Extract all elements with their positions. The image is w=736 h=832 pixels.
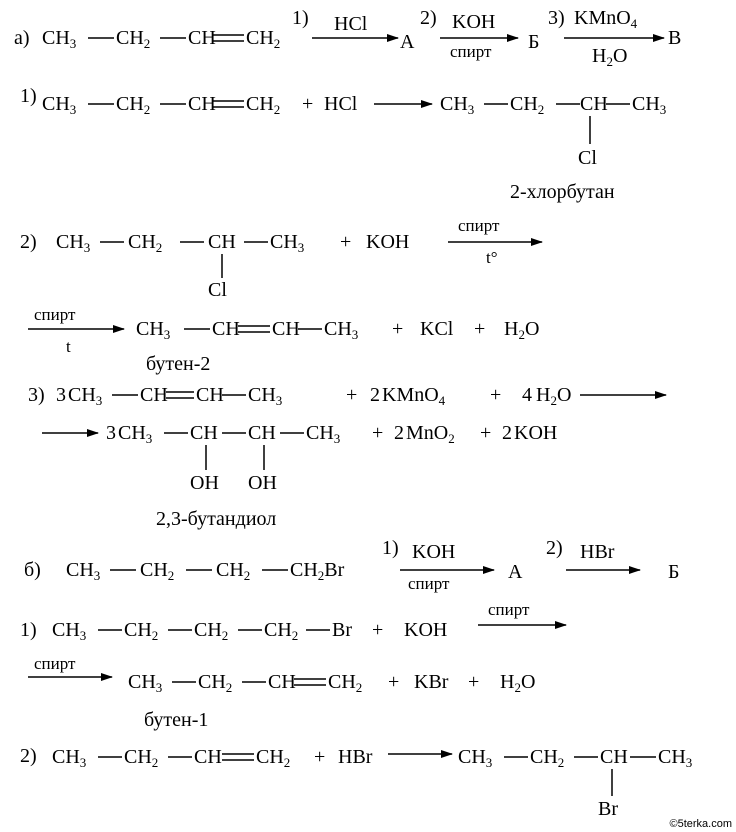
formula-ch3: $CH_3$ — [42, 27, 77, 51]
formula-ch2: $CH_2$ — [198, 671, 233, 695]
substituent-oh: OH — [190, 472, 219, 494]
reagent-koh: KOH — [412, 541, 456, 563]
plus-sign: + — [468, 671, 480, 693]
product-a: А — [508, 561, 523, 583]
formula-ch: CH — [580, 93, 608, 115]
formula-ch: CH — [188, 27, 216, 49]
formula-ch2: $CH_2$ — [140, 559, 175, 583]
substituent-cl: Cl — [578, 147, 597, 169]
step-number: 1) — [382, 537, 399, 559]
formula-ch3: $CH_3$ — [42, 93, 77, 117]
substituent-br: Br — [598, 798, 618, 820]
byproduct-kbr: KBr — [414, 671, 449, 693]
product-v: В — [668, 27, 682, 49]
step-number: 2) — [420, 7, 437, 29]
formula-ch2: $CH_2$ — [116, 93, 151, 117]
byproduct-water: $H_2O$ — [500, 671, 536, 695]
formula-ch3: $CH_3$ — [440, 93, 475, 117]
formula-ch2: $CH_2$ — [128, 231, 163, 255]
formula-ch: CH — [600, 746, 628, 768]
reagent-kmno4: KMnO$_4$ — [382, 384, 446, 408]
equation-number: 3) — [28, 384, 45, 406]
formula-ch: CH — [188, 93, 216, 115]
condition-temperature: t — [66, 337, 71, 356]
compound-name: 2,3-бутандиол — [156, 508, 277, 530]
formula-ch2: $CH_2$ — [328, 671, 363, 695]
compound-name: бутен-2 — [146, 353, 211, 375]
byproduct-kcl: KCl — [420, 318, 454, 340]
condition-alcohol: спирт — [34, 654, 76, 673]
formula-ch2: $CH_2$ — [530, 746, 565, 770]
formula-ch2: $CH_2$ — [264, 619, 299, 643]
condition-alcohol: спирт — [450, 42, 492, 61]
coefficient: 3 — [106, 422, 116, 444]
substituent-br: Br — [332, 619, 352, 641]
formula-ch2: $CH_2$ — [116, 27, 151, 51]
formula-ch3: $CH_3$ — [56, 231, 91, 255]
formula-ch: CH — [272, 318, 300, 340]
formula-ch: CH — [194, 746, 222, 768]
formula-ch: CH — [196, 384, 224, 406]
plus-sign: + — [314, 746, 326, 768]
plus-sign: + — [372, 422, 384, 444]
substituent-cl: Cl — [208, 279, 227, 301]
equation-number: 2) — [20, 231, 37, 253]
formula-ch3: $CH_3$ — [68, 384, 103, 408]
equation-number: 1) — [20, 619, 37, 641]
coefficient: 2 — [502, 422, 512, 444]
plus-sign: + — [346, 384, 358, 406]
equation-number: 1) — [20, 85, 37, 107]
formula-ch3: $CH_3$ — [52, 746, 87, 770]
reagent-kmno4: KMnO$_4$ — [574, 7, 638, 31]
formula-ch: CH — [208, 231, 236, 253]
reagent-hcl: HCl — [334, 13, 368, 35]
formula-ch3: $CH_3$ — [248, 384, 283, 408]
formula-ch3: $CH_3$ — [324, 318, 359, 342]
substituent-oh: OH — [248, 472, 277, 494]
formula-ch3: $CH_3$ — [128, 671, 163, 695]
formula-ch3: $CH_3$ — [306, 422, 341, 446]
product-b: Б — [668, 561, 680, 583]
condition-water: $H_2O$ — [592, 45, 628, 69]
reagent-hbr: HBr — [580, 541, 615, 563]
condition-temperature: t° — [486, 248, 498, 267]
formula-ch2: $CH_2$ — [194, 619, 229, 643]
formula-ch3: $CH_3$ — [270, 231, 305, 255]
formula-ch2: $CH_2$ — [124, 619, 159, 643]
plus-sign: + — [302, 93, 314, 115]
formula-ch: CH — [248, 422, 276, 444]
byproduct-koh: KOH — [514, 422, 558, 444]
byproduct-mno2: MnO$_2$ — [406, 422, 455, 446]
part-a-label: а) — [14, 27, 30, 49]
condition-alcohol: спирт — [488, 600, 530, 619]
formula-ch3: $CH_3$ — [136, 318, 171, 342]
plus-sign: + — [340, 231, 352, 253]
watermark: ©5terka.com — [669, 818, 732, 830]
condition-alcohol: спирт — [408, 574, 450, 593]
product-a: А — [400, 31, 415, 53]
formula-ch2br: $CH_2Br$ — [290, 559, 345, 583]
step-number: 1) — [292, 7, 309, 29]
formula-ch2: $CH_2$ — [256, 746, 291, 770]
formula-ch3: $CH_3$ — [52, 619, 87, 643]
formula-ch2: $CH_2$ — [246, 27, 281, 51]
plus-sign: + — [372, 619, 384, 641]
plus-sign: + — [474, 318, 486, 340]
coefficient: 3 — [56, 384, 66, 406]
plus-sign: + — [388, 671, 400, 693]
compound-name: бутен-1 — [144, 709, 209, 731]
compound-name: 2-хлорбутан — [510, 181, 615, 203]
reagent-hcl: HCl — [324, 93, 358, 115]
coefficient: 2 — [370, 384, 380, 406]
reagent-koh: KOH — [452, 11, 496, 33]
formula-ch2: $CH_2$ — [124, 746, 159, 770]
reagent-koh: KOH — [366, 231, 410, 253]
formula-ch: CH — [190, 422, 218, 444]
step-number: 2) — [546, 537, 563, 559]
formula-ch2: $CH_2$ — [216, 559, 251, 583]
formula-ch: CH — [212, 318, 240, 340]
formula-ch: CH — [268, 671, 296, 693]
formula-ch: CH — [140, 384, 168, 406]
byproduct-water: $H_2O$ — [504, 318, 540, 342]
coefficient: 4 — [522, 384, 532, 406]
formula-ch3: $CH_3$ — [658, 746, 693, 770]
formula-ch3: $CH_3$ — [66, 559, 101, 583]
formula-ch2: $CH_2$ — [246, 93, 281, 117]
plus-sign: + — [490, 384, 502, 406]
formula-ch2: $CH_2$ — [510, 93, 545, 117]
step-number: 3) — [548, 7, 565, 29]
plus-sign: + — [392, 318, 404, 340]
plus-sign: + — [480, 422, 492, 444]
formula-ch3: $CH_3$ — [458, 746, 493, 770]
equation-number: 2) — [20, 745, 37, 767]
coefficient: 2 — [394, 422, 404, 444]
formula-ch3: $CH_3$ — [632, 93, 667, 117]
reagent-water: $H_2O$ — [536, 384, 572, 408]
part-b-label: б) — [24, 559, 41, 581]
formula-ch3: $CH_3$ — [118, 422, 153, 446]
condition-alcohol: спирт — [458, 216, 500, 235]
reagent-koh: KOH — [404, 619, 448, 641]
condition-alcohol: спирт — [34, 305, 76, 324]
reagent-hbr: HBr — [338, 746, 373, 768]
product-b: Б — [528, 31, 540, 53]
